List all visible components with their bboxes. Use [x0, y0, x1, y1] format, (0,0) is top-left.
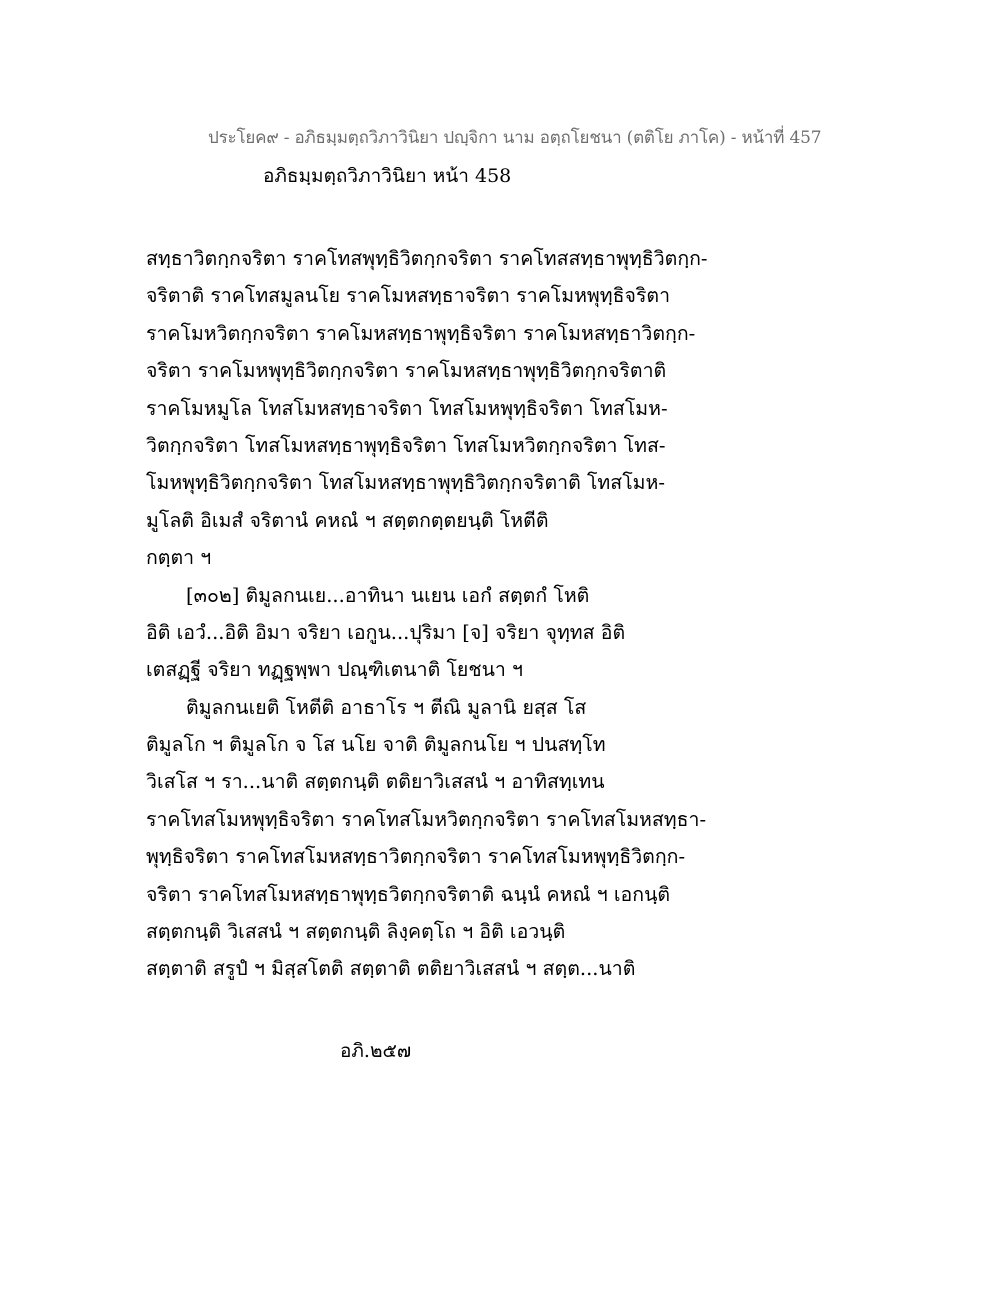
paragraph-start-line: ติมูลกนเยติ โหตีติ อาธาโร ฯ ตีณิ มูลานิ ยสฺส โส — [186, 695, 587, 719]
text-line: ราคโมหมูโล โทสโมหสทฺธาจริตา โทสโมหพุทฺธิจริตา โทสโมห- — [146, 396, 668, 420]
text-line: สทฺธาวิตกฺกจริตา ราคโทสพุทฺธิวิตกฺกจริตา ราคโทสสทฺธาพุทฺธิวิตกฺก- — [146, 247, 708, 270]
text-line: กตฺตา ฯ — [146, 546, 212, 570]
page-heading: อภิธมฺมตฺถวิภาวินิยา หน้า 458 — [263, 165, 512, 187]
text-line: จริตาติ ราคโทสมูลนโย ราคโมหสทฺธาจริตา ราคโมหพุทฺธิจริตา — [146, 284, 671, 308]
text-line: โมหพุทฺธิวิตกฺกจริตา โทสโมหสทฺธาพุทฺธิวิตกฺกจริตาติ โทสโมห- — [146, 471, 665, 495]
body-text — [146, 240, 706, 988]
text-line: เตสฏฺฐี จริยา ทฏฺฐพฺพา ปณฺฑิเตนาติ โยชนา ฯ — [146, 658, 524, 682]
text-line: ราคโทสโมหพุทฺธิจริตา ราคโทสโมหวิตกฺกจริตา ราคโทสโมหสทฺธา- — [146, 807, 707, 831]
text-line: ติมูลโก ฯ ติมูลโก จ โส นโย จาติ ติมูลกนโย ฯ ปนสทฺโท — [146, 733, 606, 757]
page-footer-code: อภิ.๒๕๗ — [340, 1040, 412, 1062]
text-line: มูโลติ อิเมสํ จริตานํ คหณํ ฯ สตฺตกตฺตยนฺติ โหตีติ — [146, 508, 549, 532]
text-line: สตฺตาติ สรูปํ ฯ มิสฺสโตติ สตฺตาติ ตติยาวิเสสนํ ฯ สตฺต...นาติ — [146, 957, 636, 981]
text-line: จริตา ราคโทสโมหสทฺธาพุทฺธวิตกฺกจริตาติ ฉนฺนํ คหณํ ฯ เอกนฺติ — [146, 882, 671, 906]
text-line: พุทฺธิจริตา ราคโทสโมหสทฺธาวิตกฺกจริตา ราคโทสโมหพุทฺธิวิตกฺก- — [146, 845, 686, 869]
text-line: วิเสโส ฯ รา...นาติ สตฺตกนฺติ ตติยาวิเสสนํ ฯ อาทิสทฺเทน — [146, 770, 605, 794]
text-line: จริตา ราคโมหพุทฺธิวิตกฺกจริตา ราคโมหสทฺธาพุทฺธิวิตกฺกจริตาติ — [146, 359, 667, 383]
text-line: วิตกฺกจริตา โทสโมหสทฺธาพุทฺธิจริตา โทสโมหวิตกฺกจริตา โทส- — [146, 433, 666, 457]
text-line: สตฺตกนฺติ วิเสสนํ ฯ สตฺตกนฺติ ลิงฺคตฺโถ ฯ อิติ เอวนฺติ — [146, 920, 566, 944]
paragraph-start-line: [๓๐๒] ติมูลกนเย...อาทินา นเยน เอกํ สตฺตกํ โหติ — [186, 583, 590, 607]
running-header: ประโยค๙ - อภิธมฺมตฺถวิภาวินิยา ปญฺจิกา นาม อตฺถโยชนา (ตติโย ภาโค) - หน้าที่ 457 — [208, 128, 822, 148]
text-line: ราคโมหวิตกฺกจริตา ราคโมหสทฺธาพุทฺธิจริตา ราคโมหสทฺธาวิตกฺก- — [146, 321, 696, 345]
text-line: อิติ เอวํ...อิติ อิมา จริยา เอกูน...ปุริมา [จ] จริยา จุทฺทส อิติ — [146, 620, 626, 644]
